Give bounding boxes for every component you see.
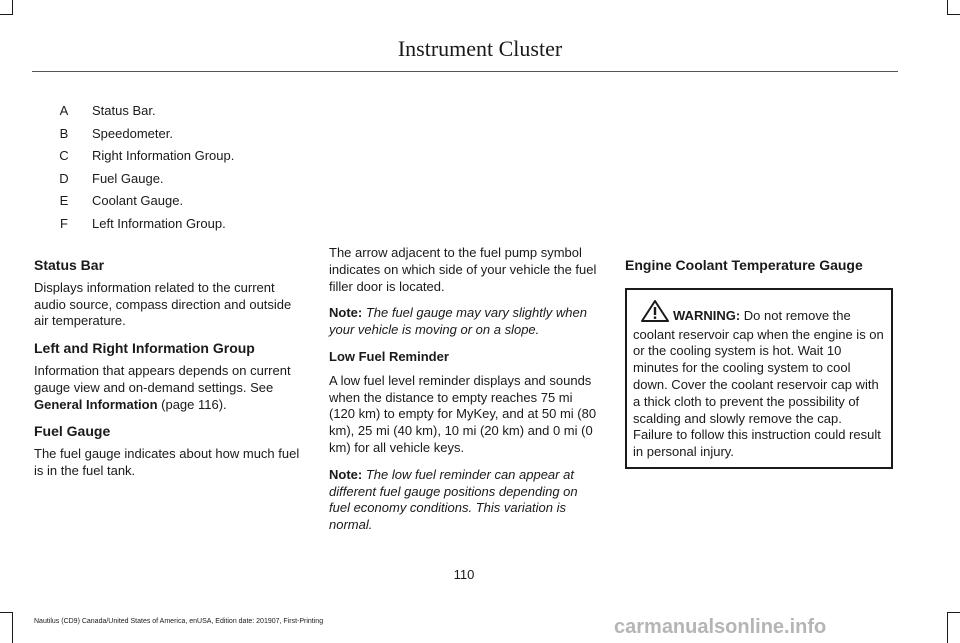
legend-text: Speedometer. xyxy=(92,125,173,141)
warning-text: Do not remove the coolant reservoir cap when the engine is on or the cooling system is hot. Wait 10 minutes for the cooling system to cool down. Cover the coolant reservoir cap with a thick cloth to prevent the possibility of scalding and slowly remove the cap. Failure to follow this instruction could result in personal injury. xyxy=(633,307,884,460)
legend-letter: D xyxy=(59,170,69,186)
legend-item xyxy=(36,193,436,216)
info-group-paragraph xyxy=(34,363,306,413)
fuel-gauge-paragraph: The fuel gauge indicates about how much fuel is in the fuel tank. xyxy=(34,446,300,478)
section-heading-info-group: Left and Right Information Group xyxy=(34,340,255,357)
figure-legend xyxy=(36,103,436,239)
general-information-link[interactable]: General Information xyxy=(34,396,158,412)
legend-item xyxy=(36,103,436,126)
legend-letter: E xyxy=(59,193,69,209)
note-label: Note: xyxy=(329,466,363,482)
note-fuel-gauge xyxy=(329,305,601,339)
info-group-text: Information that appears depends on current gauge view and on-demand settings. See xyxy=(34,362,291,395)
note-low-fuel xyxy=(329,467,601,534)
column-right xyxy=(625,249,893,469)
legend-item xyxy=(36,171,436,194)
crop-mark-bottom-right xyxy=(947,612,960,643)
section-heading-low-fuel: Low Fuel Reminder xyxy=(329,348,449,364)
legend-letter: A xyxy=(59,103,69,118)
info-group-page-ref: (page 116). xyxy=(157,396,227,412)
note-label: Note: xyxy=(329,305,363,321)
legend-item xyxy=(36,148,436,171)
legend-text: Status Bar. xyxy=(92,103,156,118)
note-text: The fuel gauge may vary slightly when your vehicle is moving or on a slope. xyxy=(329,305,587,338)
legend-text: Left Information Group. xyxy=(92,215,226,231)
legend-item xyxy=(36,216,436,239)
column-left xyxy=(34,249,306,490)
note-text: The low fuel reminder can appear at different fuel gauge positions depending on fuel economy conditions. This variation is normal. xyxy=(329,466,578,533)
warning-label: WARNING: xyxy=(673,307,741,323)
crop-mark-top-left xyxy=(0,0,13,15)
legend-text: Coolant Gauge. xyxy=(92,193,184,209)
section-heading-status-bar: Status Bar xyxy=(34,257,105,273)
legend-text: Fuel Gauge. xyxy=(92,170,164,186)
crop-mark-bottom-left xyxy=(0,612,13,643)
crop-mark-top-right xyxy=(947,0,960,15)
low-fuel-paragraph: A low fuel level reminder displays and sounds when the distance to empty reaches 75 mi (120 km) to empty for MyKey, and at 50 mi (80 km), 25 mi (40 km), 10 mi (20 km) and 0 mi (0 km) for all vehicle keys. xyxy=(329,372,597,455)
legend-item xyxy=(36,126,436,149)
footer-edition-text: Nautilus (CD9) Canada/United States of America, enUSA, Edition date: 201907, First-Printing xyxy=(34,618,324,625)
section-heading-coolant-gauge: Engine Coolant Temperature Gauge xyxy=(625,257,863,273)
page-title: Instrument Cluster xyxy=(397,36,563,61)
watermark: carmanualsonline.info xyxy=(614,616,827,638)
warning-triangle-icon xyxy=(641,300,669,327)
warning-box xyxy=(625,288,893,469)
legend-text: Right Information Group. xyxy=(92,148,235,164)
header-divider xyxy=(32,71,898,72)
status-bar-paragraph: Displays information related to the current audio source, compass direction and outside air temperature. xyxy=(34,279,292,329)
legend-letter: F xyxy=(60,215,68,231)
legend-letter: B xyxy=(59,125,69,141)
column-middle xyxy=(329,245,601,544)
legend-letter: C xyxy=(59,148,69,164)
page-number: 110 xyxy=(453,567,475,582)
arrow-paragraph: The arrow adjacent to the fuel pump symbol indicates on which side of your vehicle the fuel filler door is located. xyxy=(329,245,597,294)
section-heading-fuel-gauge: Fuel Gauge xyxy=(34,423,111,440)
